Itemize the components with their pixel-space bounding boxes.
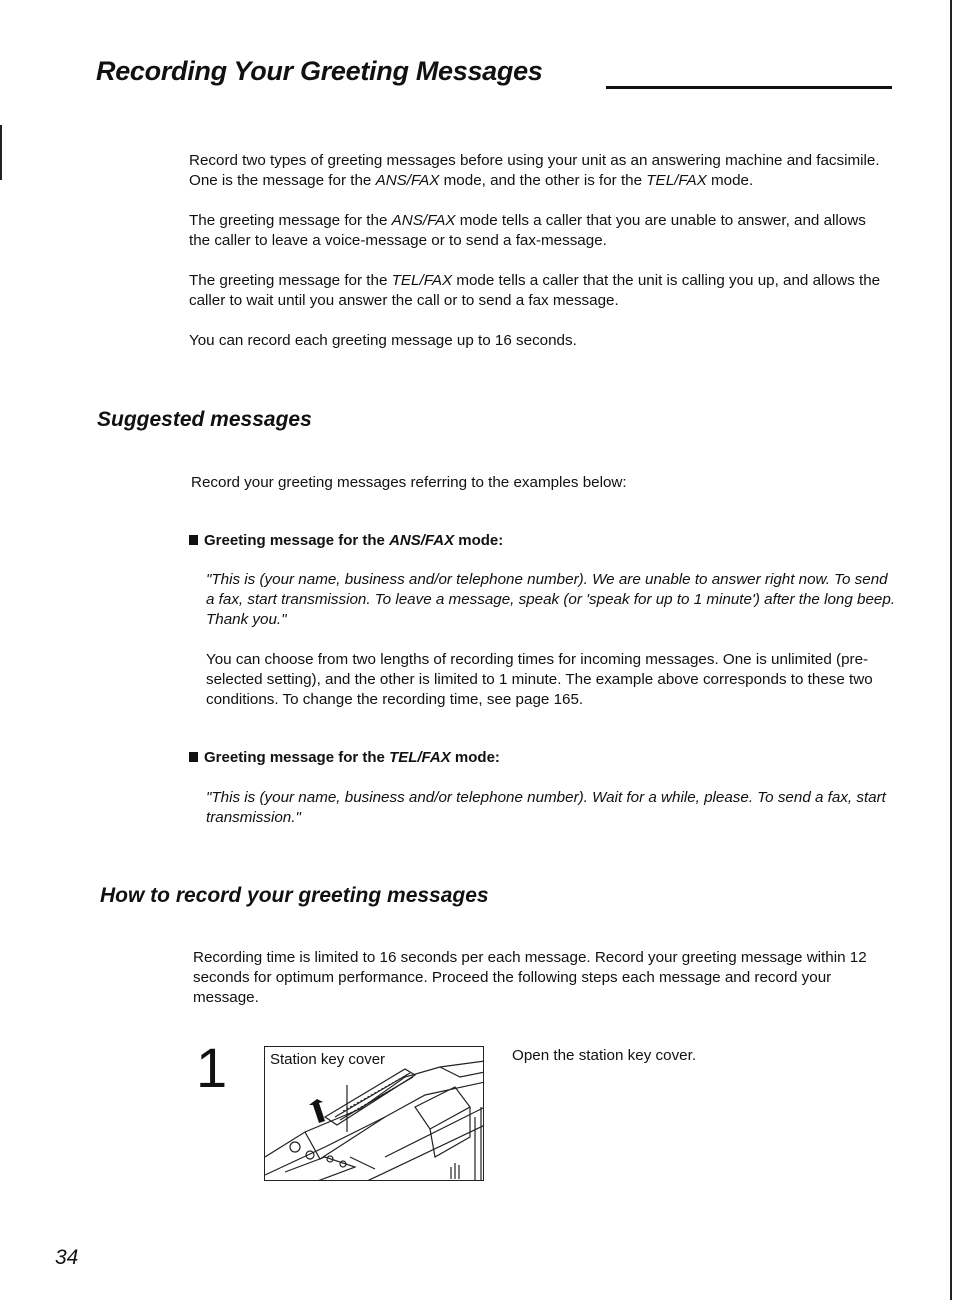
howto-intro: Recording time is limited to 16 seconds per each message. Record your greeting message within 12 seconds for optimum performance. Proceed the following steps each message and record your message. [193, 949, 867, 1006]
title-rule [606, 86, 892, 89]
step-number: 1 [196, 1036, 228, 1099]
page-title: Recording Your Greeting Messages [96, 56, 543, 86]
mode-ansfax: ANS/FAX [389, 532, 455, 549]
text-run: mode tells a caller that the unit is calling you up, and allows the caller to wait until you answer the call or to send a fax message. [189, 272, 881, 309]
telfax-example-quote: "This is (your name, business and/or telephone number). Wait for a while, please. To send a fax, start transmission." [206, 789, 886, 826]
howto-heading: How to record your greeting messages [100, 884, 489, 907]
suggested-intro: Record your greeting messages referring to the examples below: [191, 474, 627, 491]
text-run: mode: [450, 749, 500, 766]
square-bullet-icon [189, 752, 198, 762]
mode-telfax: TEL/FAX [389, 749, 451, 766]
square-bullet-icon [189, 535, 198, 545]
ansfax-note: You can choose from two lengths of recording times for incoming messages. One is unlimited (pre-selected setting), and the other is limited to 1 minute. The example above corresponds to these two conditions. To change the recording time, see page 165. [206, 651, 873, 708]
intro-paragraph-3 [189, 271, 889, 311]
page-number: 34 [55, 1246, 79, 1269]
text-run: mode. [706, 172, 754, 189]
intro-paragraph-2 [189, 211, 889, 251]
text-run: The greeting message for the [189, 272, 392, 289]
step-1-instruction: Open the station key cover. [512, 1047, 697, 1064]
figure-label: Station key cover [270, 1051, 386, 1068]
open-arrow-icon [309, 1099, 325, 1123]
mode-ansfax: ANS/FAX [375, 172, 440, 189]
mode-telfax: TEL/FAX [391, 272, 453, 289]
scan-edge-right [950, 0, 952, 1300]
telfax-subheading [189, 749, 500, 766]
text-run: Greeting message for the [204, 532, 390, 549]
text-run: The greeting message for the [189, 212, 392, 229]
text-run: mode: [454, 532, 504, 549]
intro-paragraph-4: You can record each greeting message up to 16 seconds. [189, 332, 577, 349]
scan-edge-left [0, 125, 2, 180]
mode-telfax: TEL/FAX [646, 172, 707, 189]
suggested-heading: Suggested messages [97, 408, 312, 431]
text-run: mode, and the other is for the [439, 172, 647, 189]
intro-paragraph-1 [189, 151, 889, 191]
text-run: Greeting message for the [204, 749, 390, 766]
ansfax-example-quote: "This is (your name, business and/or telephone number). We are unable to answer right now. To send a fax, start transmission. To leave a message, speak (or 'speak for up to 1 minute') after the long beep. Thank you." [206, 571, 896, 628]
mode-ansfax: ANS/FAX [391, 212, 456, 229]
ansfax-subheading [189, 532, 503, 549]
text-run: Record two types of greeting messages before using your unit as an answering machine and facsimile. One is the message for the [189, 152, 880, 189]
text-run: mode tells a caller that you are unable to answer, and allows the caller to leave a voice-message or to send a fax-message. [189, 212, 866, 249]
